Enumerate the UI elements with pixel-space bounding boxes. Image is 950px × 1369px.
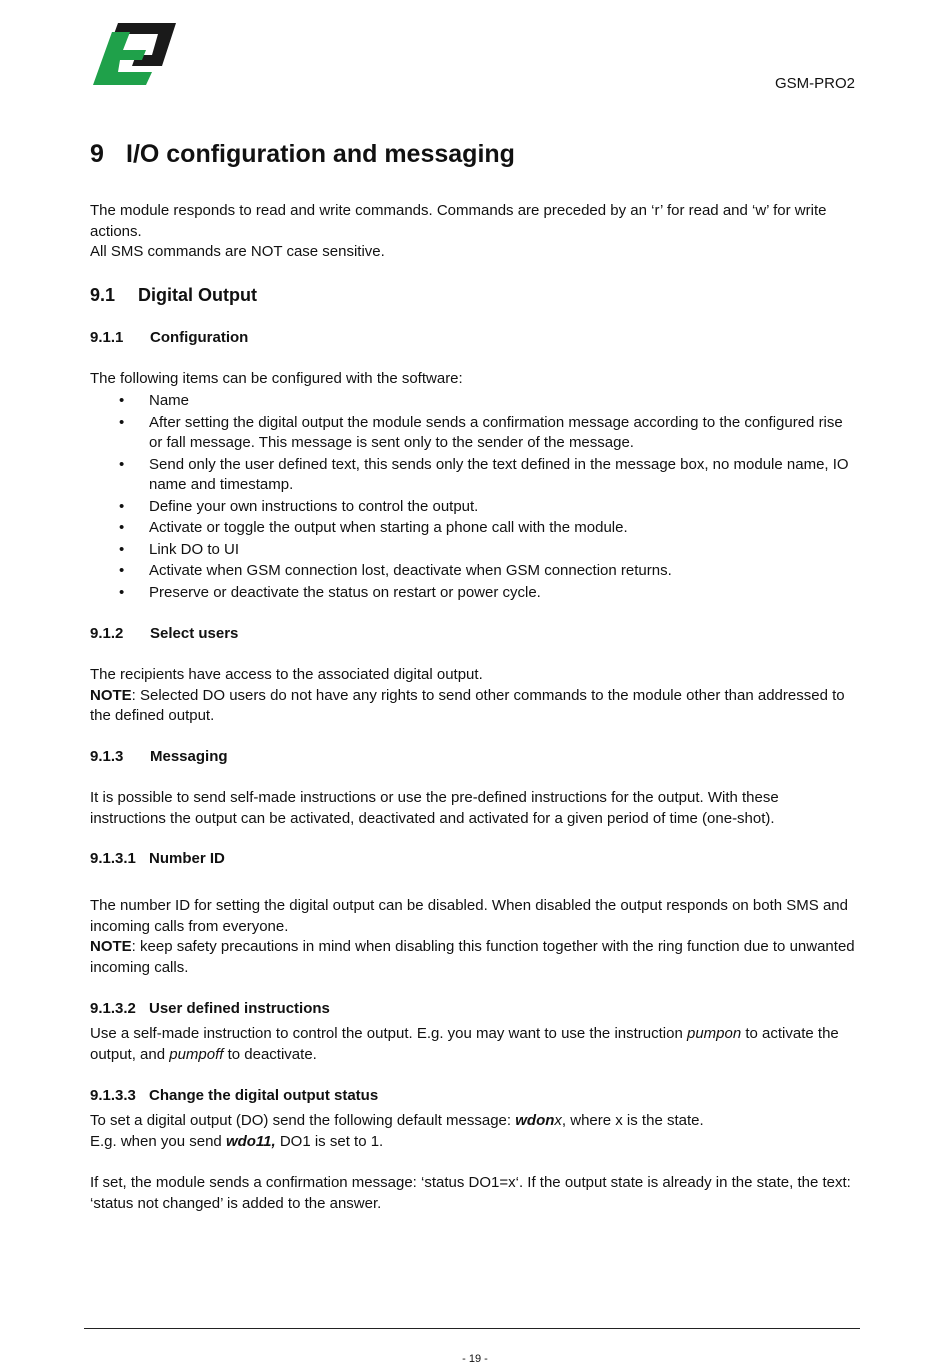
command-text: wdon	[515, 1112, 555, 1129]
page-number: - 19 -	[462, 1353, 488, 1365]
list-item: • Preserve or deactivate the status on restart or power cycle.	[90, 583, 858, 604]
heading-title: User defined instructions	[149, 1000, 330, 1017]
heading-user-defined-instructions	[90, 1000, 330, 1017]
note-label: NOTE	[90, 938, 132, 955]
list-item: • After setting the digital output the module sends a confirmation message according to the configured rise or fall message. This message is sent only to the sender of the message.	[90, 413, 858, 454]
messaging-paragraph: It is possible to send self-made instructions or use the pre-defined instructions for the output. With these instructions the output can be activated, deactivated and activated for a given period of time (one-shot).	[90, 789, 779, 827]
heading-change-output-status	[90, 1087, 378, 1104]
instruction-example: pumpon	[686, 1025, 742, 1042]
subsection-title: Digital Output	[138, 285, 257, 305]
text-segment: , where x is the state.	[561, 1112, 704, 1129]
company-logo	[90, 20, 178, 88]
heading-select-users	[90, 625, 238, 642]
case-note-text: All SMS commands are NOT case sensitive.	[90, 243, 385, 260]
paragraph-text: The recipients have access to the associated digital output.	[90, 666, 483, 683]
footer-divider	[84, 1328, 860, 1329]
heading-number: 9.1.3.1	[90, 850, 136, 867]
text-segment: E.g. when you send	[90, 1132, 226, 1150]
document-code: GSM-PRO2	[774, 75, 855, 92]
change-status-paragraph	[90, 1111, 858, 1152]
note-text: : keep safety precautions in mind when disabling this function together with the ring function due to unwanted incoming calls.	[90, 938, 855, 976]
heading-title: Messaging	[150, 748, 228, 765]
heading-number: 9.1.3	[90, 748, 124, 765]
heading-configuration	[90, 329, 248, 346]
text-segment: to activate the output, and	[90, 1025, 839, 1063]
select-users-paragraph	[90, 665, 858, 727]
list-item: • Link DO to UI	[90, 540, 858, 561]
section-title: I/O configuration and messaging	[126, 140, 515, 168]
command-example: wdo11,	[225, 1132, 276, 1150]
section-heading	[90, 140, 515, 169]
number-id-paragraph	[90, 896, 858, 978]
heading-title: Select users	[150, 625, 239, 642]
note-text: : Selected DO users do not have any rights to send other commands to the module other than addressed to the defined output.	[90, 686, 845, 724]
user-defined-paragraph	[90, 1024, 858, 1065]
heading-messaging	[90, 748, 228, 765]
instruction-example: pumpoff	[169, 1045, 224, 1063]
heading-title: Change the digital output status	[149, 1087, 379, 1104]
text-segment: to deactivate.	[223, 1045, 317, 1063]
heading-number-id	[90, 850, 225, 867]
list-item: • Send only the user defined text, this sends only the text defined in the message box, no module name, IO name and timestamp.	[90, 455, 858, 496]
list-item: • Activate or toggle the output when starting a phone call with the module.	[90, 518, 858, 539]
text-segment: DO1 is set to 1.	[275, 1132, 384, 1150]
note-label: NOTE	[90, 686, 132, 704]
configuration-lead: The following items can be configured with the software:	[90, 370, 463, 387]
list-item: • Activate when GSM connection lost, deactivate when GSM connection returns.	[90, 561, 858, 582]
heading-number: 9.1.3.3	[90, 1087, 136, 1104]
heading-number: 9.1.1	[90, 329, 124, 346]
text-segment: Use a self-made instruction to control the output. E.g. you may want to use the instruction	[90, 1025, 687, 1042]
heading-title: Number ID	[149, 850, 225, 867]
command-variable: x	[554, 1112, 562, 1129]
text-segment: To set a digital output (DO) send the following default message:	[90, 1112, 516, 1129]
configuration-list	[90, 391, 858, 604]
paragraph-text: The number ID for setting the digital output can be disabled. When disabled the output responds on both SMS and incoming calls from everyone.	[90, 897, 848, 935]
list-item: • Name	[90, 391, 858, 412]
heading-title: Configuration	[150, 329, 249, 346]
subsection-number: 9.1	[90, 285, 116, 305]
heading-number: 9.1.2	[90, 625, 124, 642]
list-item: • Define your own instructions to control the output.	[90, 497, 858, 518]
section-number: 9	[90, 140, 104, 168]
heading-number: 9.1.3.2	[90, 1000, 136, 1017]
intro-paragraph	[90, 201, 858, 263]
subsection-heading-digital-output	[90, 285, 257, 306]
confirmation-paragraph: If set, the module sends a confirmation message: ‘status DO1=x‘. If the output state is already in the state, the text: ‘status not changed’ is added to the answer.	[90, 1174, 851, 1212]
intro-text: The module responds to read and write commands. Commands are preceded by an ‘r’ for read and ‘w’ for write actions.	[90, 202, 827, 240]
